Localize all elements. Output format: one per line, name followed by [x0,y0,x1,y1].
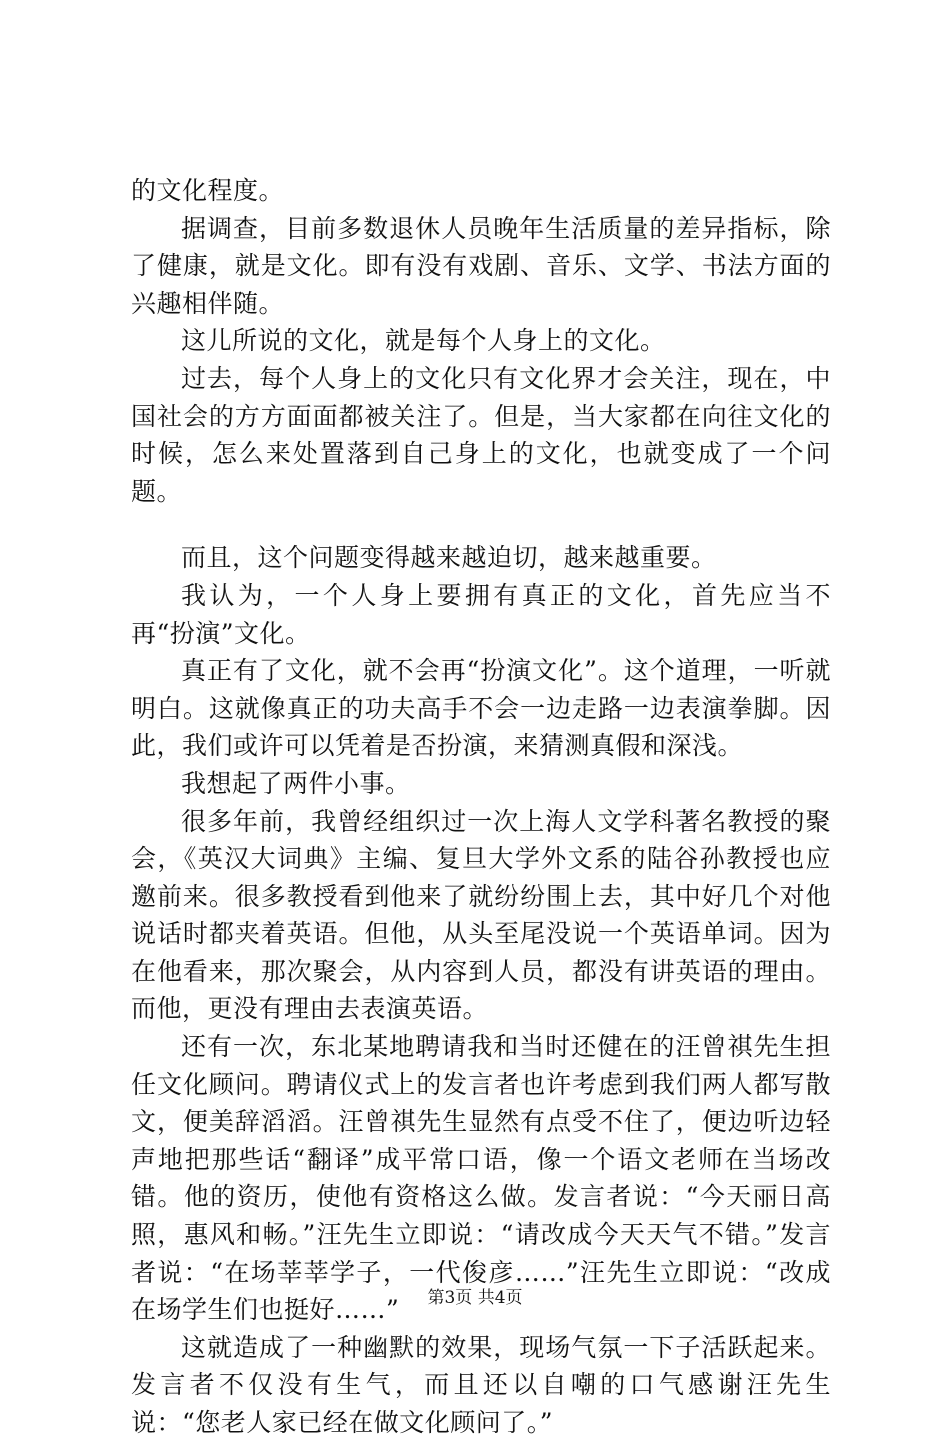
paragraph: 而且，这个问题变得越来越迫切，越来越重要。 [181,543,717,573]
page-number-footer: 第3页 共4页 [427,1288,523,1308]
paragraph: 真正有了文化，就不会再“扮演文化”。这个道理，一听就明白。这就像真正的功夫高手不会一边走路一边表演拳脚。因此，我们或许可以凭着是否扮演，来猜测真假和深浅。 [131,656,831,761]
paragraph: 很多年前，我曾经组织过一次上海人文学科著名教授的聚会，《英汉大词典》主编、复旦大学外文系的陆谷孙教授也应邀前来。很多教授看到他来了就纷纷围上去，其中好几个对他说话时都夹着英语。但他，从头至尾没说一个英语单词。因为在他看来，那次聚会，从内容到人员，都没有讲英语的理由。而他，更没有理由去表演英语。 [131,806,831,1024]
paragraph: 据调查，目前多数退休人员晚年生活质量的差异指标，除了健康，就是文化。即有没有戏剧、音乐、文学、书法方面的兴趣相伴随。 [131,213,831,318]
paragraph: 我想起了两件小事。 [181,768,411,798]
paragraph: 过去，每个人身上的文化只有文化界才会关注，现在，中国社会的方方面面都被关注了。但是，当大家都在向往文化的时候，怎么来处置落到自己身上的文化，也就变成了一个问题。 [131,363,831,506]
document-body [131,172,831,1442]
paragraph: 还有一次，东北某地聘请我和当时还健在的汪曾祺先生担任文化顾问。聘请仪式上的发言者也许考虑到我们两人都写散文，便美辞滔滔。汪曾祺先生显然有点受不住了，便边听边轻声地把那些话“翻译”成平常口语，像一个语文老师在当场改错。他的资历，使他有资格这么做。发言者说：“今天丽日高照，惠风和畅。”汪先生立即说：“请改成今天天气不错。”发言者说：“在场莘莘学子，一代俊彦……”汪先生立即说：“改成在场学生们也挺好……” [131,1032,831,1325]
paragraph: 我认为，一个人身上要拥有真正的文化，首先应当不再“扮演”文化。 [131,580,831,648]
paragraph: 的文化程度。 [131,176,285,205]
paragraph: 这就造成了一种幽默的效果，现场气氛一下子活跃起来。发言者不仅没有生气，而且还以自嘲的口气感谢汪先生说：“您老人家已经在做文化顾问了。” [131,1332,831,1437]
paragraph: 这儿所说的文化，就是每个人身上的文化。 [181,326,666,356]
